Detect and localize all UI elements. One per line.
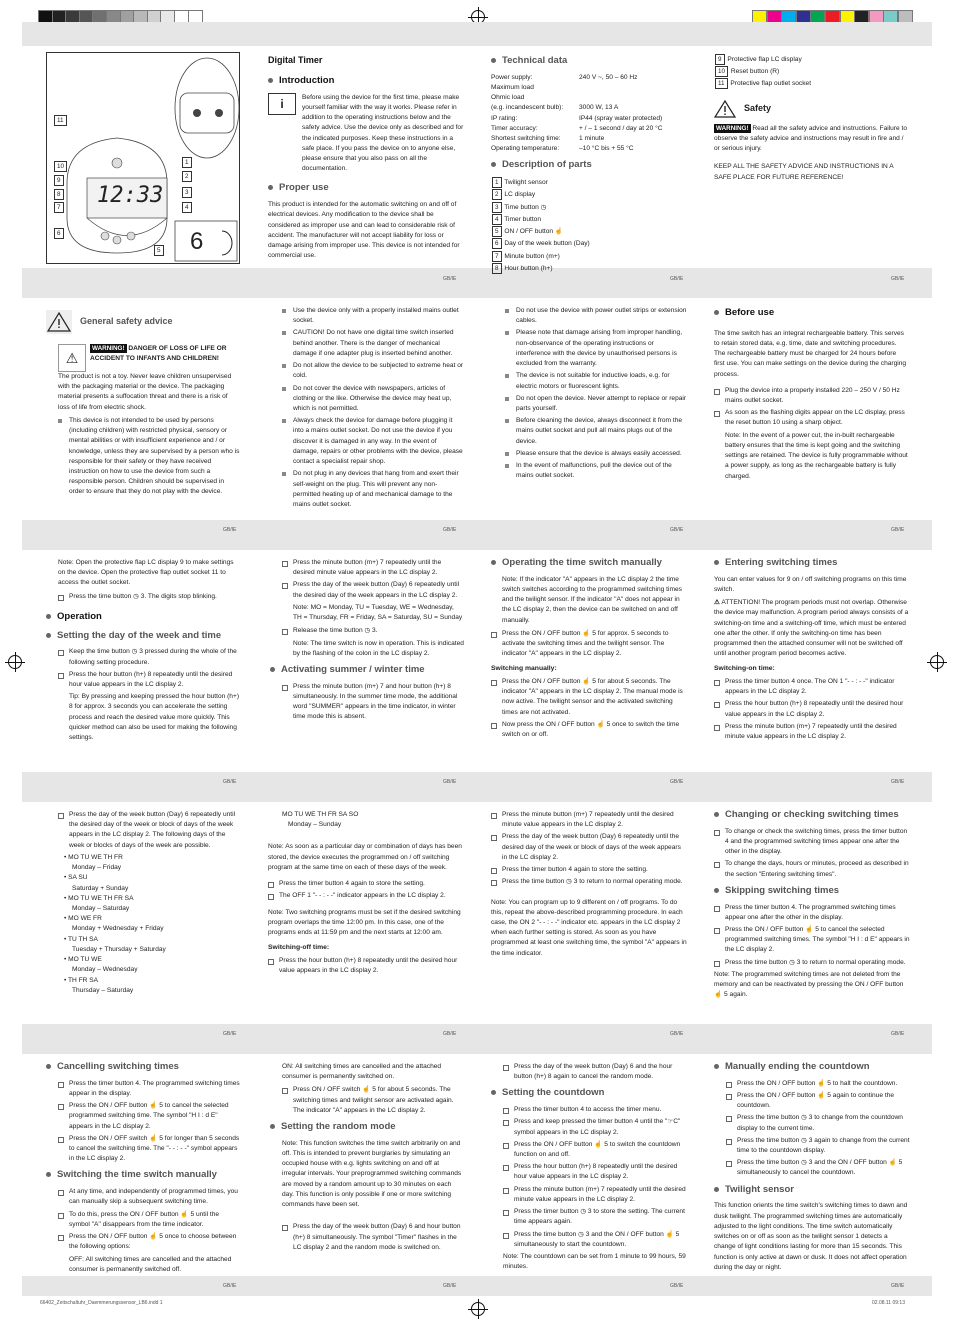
- day-abbr: • SA SU: [64, 874, 88, 882]
- day-meaning: Tuesday + Thursday + Saturday: [72, 945, 166, 953]
- manual-end-list: [714, 1079, 910, 1179]
- callout-label: 1: [182, 157, 192, 168]
- registration-mark-left: [8, 655, 22, 669]
- day-meaning: Saturday + Sunday: [72, 884, 129, 892]
- footer-band-3: [22, 772, 932, 802]
- tech-value: IP44 (spray water protected): [579, 114, 663, 122]
- list-item: Do not cover the device with newspapers, articles of clothing or the like. Otherwise the device may heat up, which is not permitted.: [282, 384, 464, 415]
- list-item: Press the time button ◷ 3 to change from the countdown display to the current time.: [726, 1113, 910, 1133]
- list-item: To do this, press the ON / OFF button ☝ 5 until the symbol "A" disappears from the time indicator.: [58, 1210, 240, 1230]
- row5-col4: [714, 1060, 910, 1276]
- tech-label: Maximum load: [491, 83, 534, 91]
- overlap-note: Note: Two switching programs must be set if the desired switching program overlaps the time 12:00 pm. In this case, one of the programs ends at 11:59 pm and the next starts at 12:00 am.: [268, 908, 461, 936]
- day-block: [64, 955, 240, 975]
- random-heading: Setting the random mode: [270, 1120, 464, 1135]
- part-number: 2: [492, 189, 502, 200]
- callout-label: 9: [54, 175, 64, 186]
- row4-col1: [58, 810, 240, 996]
- gb-label: GB/IE: [891, 1283, 905, 1289]
- gb-label: GB/IE: [670, 276, 684, 282]
- list-item: Press the day of the week button (Day) 6 repeatedly until the desired day of the week appears in the LC display 2.: [282, 580, 464, 600]
- intro-text: Before using the device for the first time, please make yourself familiar with the way it works. Please refer in addition to the operating instructions below and the safety advice. Use the device only as described and for the indicated purposes. Keep these instructions in a safe place. If you pass the device on to anyone else, please ensure that you also pass on all the documentation.: [302, 93, 464, 173]
- twilight-text: This function orients the time switch's switching times to dawn and dusk twilight. The programmed switching times are automatically adjusted to the light conditions. The time switch automatically switches on or off as soon as the twilight sensor 1 detects a change of light conditions lasting for more than 15 seconds. This function is only active at dawn or dusk. It does not affect operation during the day or night.: [714, 1202, 908, 1271]
- row5-col2: [282, 1062, 464, 1255]
- day-abbr: • MO WE FR: [64, 915, 102, 923]
- list-item: Always check the device for damage before plugging it into a mains outlet socket. Do not use the device if you discover it is damaged in any way. In the event of damage, repairs or other problems with the device, please contact a specialist repair shop.: [282, 416, 464, 467]
- callout-label: 5: [154, 245, 164, 256]
- list-item: Press the minute button (m+) 7 repeatedly until the desired minute value appears in the LC display 2.: [714, 722, 910, 742]
- doc-title: Digital Timer: [268, 55, 323, 65]
- tech-label: Ohmic load: [491, 94, 525, 102]
- list-item: Keep the time button ◷ 3 pressed during the whole of the following setting procedure.: [58, 647, 240, 667]
- gb-label: GB/IE: [670, 1031, 684, 1037]
- part-item: [491, 214, 691, 225]
- tech-value: [579, 93, 691, 103]
- footer-band-5: [22, 1276, 932, 1296]
- before-use-note: Note: In the event of a power cut, the in-built rechargeable battery ensures that the time is kept going and the switching settings are retained. The device is fully programmable without a power supply, as long as the rechargeable battery is fully charged.: [725, 431, 908, 480]
- gb-label: GB/IE: [891, 779, 905, 785]
- gb-label: GB/IE: [891, 527, 905, 533]
- day-abbr: • MO TU WE TH FR: [64, 853, 123, 861]
- warning-triangle-icon: [46, 310, 72, 334]
- list-item: Now press the ON / OFF button ☝ 5 once to switch the time switch on or off.: [491, 720, 687, 740]
- day-meaning: Monday – Friday: [72, 864, 122, 872]
- list-item: Press the hour button (h+) 8 repeatedly until the desired hour value appears in the LC display 2.: [268, 956, 464, 976]
- part-item: [491, 238, 691, 249]
- safety-text: WARNING! Read all the safety advice and instructions. Failure to observe the safety advice and instructions may result in fire and / or serious injury.: [714, 124, 908, 153]
- list-item: Do not use the device with power outlet strips or extension cables.: [505, 306, 687, 326]
- gb-label: GB/IE: [891, 1031, 905, 1037]
- warning-badge: WARNING!: [92, 345, 125, 352]
- list-item: Press the time button ◷ 3 and the ON / OFF button ☝ 5 simultaneously to start the countdown.: [503, 1230, 687, 1250]
- part-name: Hour button (h+): [504, 264, 553, 272]
- proper-use-heading: Proper use: [268, 181, 464, 196]
- cancelling-list: [46, 1079, 240, 1165]
- list-item: In the event of malfunctions, pull the device out of the mains outlet socket.: [505, 461, 687, 481]
- list: [491, 810, 687, 888]
- gb-label: GB/IE: [891, 276, 905, 282]
- list-item: Press the ON / OFF button ☝ 5 to halt the countdown.: [726, 1079, 910, 1089]
- day-abbr-note: Note: MO = Monday, TU = Tuesday, WE = Wednesday, TH = Thursday, FR = Friday, SA = Saturday, SU = Sunday: [293, 603, 463, 622]
- changing-list: [714, 827, 910, 880]
- safety-keep: KEEP ALL THE SAFETY ADVICE AND INSTRUCTIONS IN A SAFE PLACE FOR FUTURE REFERENCE!: [714, 163, 894, 181]
- list-item: Release the time button ◷ 3.: [282, 626, 464, 636]
- part-number: 10: [715, 66, 728, 77]
- general-safety-heading: General safety advice: [46, 310, 240, 334]
- day-time-list: [58, 647, 240, 690]
- list: [268, 879, 464, 901]
- row2-col1: [58, 310, 240, 500]
- manual-heading: Switching manually:: [491, 665, 557, 673]
- list-item: Press the time button ◷ 3 to return to normal operating mode.: [491, 877, 687, 887]
- part-name: Twilight sensor: [504, 179, 548, 187]
- operation-note: Note: The time switch is now in operation. This is indicated by the flashing of the colon in the LC display 2.: [293, 639, 464, 657]
- list-item: Press the minute button (m+) 7 repeatedly until the desired minute value appears in the LC display 2.: [503, 1185, 687, 1205]
- footer-band-1: [22, 268, 932, 298]
- row2-col4: [714, 306, 908, 485]
- timer-drawing: [47, 53, 239, 263]
- part-item: [491, 189, 691, 200]
- list-item: Use the device only with a properly installed mains outlet socket.: [282, 306, 464, 326]
- list-item: Press the timer button 4 again to store the setting.: [268, 879, 464, 889]
- tech-value: –10 °C bis + 55 °C: [579, 145, 634, 153]
- part-item: [491, 226, 691, 237]
- tech-heading: Technical data: [491, 54, 691, 69]
- day-block: [64, 894, 240, 914]
- list-item: Press the timer button ◷ 3 to store the setting. The current time appears again.: [503, 1207, 687, 1227]
- summer-heading: Activating summer / winter time: [270, 663, 464, 678]
- gb-label: GB/IE: [223, 527, 237, 533]
- list-item: Please ensure that the device is always easily accessed.: [505, 449, 687, 459]
- callout-label: 11: [54, 115, 67, 126]
- list-item: Please note that damage arising from improper handling, non-observance of the operating instructions or interference with the device by unauthorised persons is excluded from the warranty.: [505, 328, 687, 369]
- row2-col2: [282, 306, 464, 512]
- skipping-note: Note: The programmed switching times are not deleted from the memory and can be reactivated by pressing the ON / OFF button ☝ 5 again.: [714, 970, 904, 999]
- gb-label: GB/IE: [223, 1031, 237, 1037]
- row3-col3: [491, 556, 687, 742]
- list-item: Press the timer button 4. The programmed switching times appear one after the other in the display.: [714, 903, 910, 923]
- part-name: LC display: [504, 191, 536, 199]
- day-block: [64, 935, 240, 955]
- tech-value: 3000 W, 13 A: [579, 104, 619, 112]
- callout-label: 2: [182, 171, 192, 182]
- list-item: Press the timer button 4 to access the timer menu.: [503, 1105, 687, 1115]
- warning-triangle-icon: [714, 100, 736, 118]
- list-item: Press the timer button 4 once. The ON 1 "- - : - -" indicator appears in the LC display 2.: [714, 677, 910, 697]
- footer-date: 02.08.11 09:13: [872, 1300, 905, 1306]
- day-block: [64, 976, 240, 996]
- gb-label: GB/IE: [443, 1283, 457, 1289]
- parts-list: [491, 177, 691, 274]
- parts-list-2: [714, 54, 910, 90]
- part-name: Day of the week button (Day): [504, 240, 590, 248]
- part-number: 6: [492, 238, 502, 249]
- operating-note: Note: If the indicator "A" appears in the LC display 2 the time switch switches according to the programmed switching times and the twilight sensor. If the indicator "A" does not appear in the LC display 2, then the device can be switched on and off manually.: [502, 575, 682, 624]
- day-abbr: • MO TU WE TH FR SA: [64, 894, 134, 902]
- list-item: Press and keep pressed the timer button 4 until the "☞C" symbol appears in the LC display 2.: [503, 1117, 687, 1137]
- footer-band-4: [22, 1024, 932, 1054]
- part-name: Protective flap outlet socket: [730, 80, 812, 88]
- entering-text: You can enter values for 9 on / off switching programs on this time switch.: [714, 575, 907, 593]
- intro-block: [268, 93, 464, 178]
- tech-value: [579, 83, 691, 93]
- intro-heading: Introduction: [268, 74, 464, 89]
- row1-col4: [714, 54, 910, 186]
- day-abbr: • MO TU WE: [64, 956, 102, 964]
- row3-col2: [282, 558, 464, 725]
- tech-label: Timer accuracy:: [491, 124, 538, 132]
- part-number: 9: [715, 54, 725, 65]
- programs-note: Note: You can program up to 9 different on / off programs. To do this, repeat the above-described programming procedure. In each case, the ON 2 "- - : - -" indicator etc. appears in the LC display 2 when each further setting is stored. As soon as you have programmed at least one switching time, the symbol "A" appears in the time indicator.: [491, 898, 687, 957]
- before-use-text: The time switch has an integral rechargeable battery. This serves to retain stored data, e.g. time, date and switching procedures. The rechargeable battery must be charged for 24 hours before first use. You can make settings on the device during the charging process.: [714, 329, 907, 378]
- switching-manual-heading: Switching the time switch manually: [46, 1168, 240, 1183]
- callout-label: 7: [54, 202, 64, 213]
- info-icon: i: [268, 93, 296, 115]
- child-warning-text: The product is not a toy. Never leave children unsupervised with the packaging material or the device. The packaging material presents a suffocation threat and there is a risk of loss of life from electric shock.: [58, 373, 232, 411]
- list-item: Press the time button ◷ 3 again to change from the current time to the countdown display.: [726, 1136, 910, 1156]
- list-item: At any time, and independently of programmed times, you can manually skip a subsequent switching time.: [58, 1187, 240, 1207]
- part-name: ON / OFF button ☝: [504, 228, 564, 236]
- child-warning: ⚠ WARNING! DANGER OF LOSS OF LIFE OR ACCIDENT TO INFANTS AND CHILDREN!: [58, 344, 240, 372]
- list-item: As soon as the flashing digits appear on the LC display, press the reset button 10 using a sharp object.: [714, 408, 908, 428]
- device-illustration: [46, 52, 240, 264]
- gb-label: GB/IE: [223, 779, 237, 785]
- callout-label: 3: [182, 187, 192, 198]
- row4-col2: [268, 810, 464, 978]
- part-number: 11: [715, 78, 728, 89]
- day-blocks-list: [58, 853, 240, 996]
- list-item: Press the day of the week button (Day) 6 and hour button (h+) 8 simultaneously. The symbol "Timer" flashes in the LC display 2 and the random mode is switched on.: [282, 1222, 464, 1253]
- storage-note: Note: As soon as a particular day or combination of days has been stored, the device executes the programmed on / off switching program at the same time on each of these days of the week.: [268, 843, 462, 871]
- part-item: [714, 54, 910, 65]
- part-name: Protective flap LC display: [727, 56, 802, 63]
- countdown-note: Note: The countdown can be set from 1 minute to 99 hours, 59 minutes.: [503, 1253, 686, 1271]
- row1-col2: [268, 54, 464, 264]
- before-use-heading: Before use: [714, 306, 908, 321]
- off-option: OFF: All switching times are cancelled and the attached consumer is permanently switched off.: [69, 1255, 232, 1273]
- row4-col3: [491, 810, 687, 962]
- list-item: To change or check the switching times, press the timer button 4 and the programmed switching times appear one after the other in the display.: [714, 827, 910, 858]
- tech-value: 1 minute: [579, 135, 605, 143]
- gb-label: GB/IE: [670, 527, 684, 533]
- part-item: [491, 177, 691, 188]
- header-band-1: [22, 22, 932, 46]
- part-number: 5: [492, 226, 502, 237]
- list-item: Press the ON / OFF button ☝ 5 to cancel the selected programmed switching time. The symbol "H I : d E" appears in the LC display 2.: [58, 1101, 240, 1132]
- skipping-list: [714, 903, 910, 968]
- gb-label: GB/IE: [223, 1283, 237, 1289]
- day-time-heading: Setting the day of the week and time: [46, 629, 240, 644]
- operation-heading: Operation: [46, 610, 240, 625]
- list-item: CAUTION! Do not have one digital time switch inserted behind another. There is the danger of mechanical damage if one adapter plug is inserted behind another.: [282, 328, 464, 359]
- part-number: 8: [492, 263, 502, 274]
- callout-label: 10: [54, 161, 67, 172]
- list-item: Plug the device into a properly installed 220 – 250 V / 50 Hz mains outlet socket.: [714, 386, 908, 406]
- footer-band-2: [22, 520, 932, 550]
- tech-label: IP rating:: [491, 114, 518, 122]
- list-item: Press the time button ◷ 3 and the ON / OFF button ☝ 5 simultaneously to cancel the countdown.: [726, 1158, 910, 1178]
- part-item: [491, 202, 691, 213]
- list-item: Press the day of the week button (Day) 6 repeatedly until the desired day of the week or block of days of the week appears in the LC display 2. The following days of the week or blocks of days of the week are possible.: [58, 810, 240, 851]
- part-item: [491, 251, 691, 262]
- page-number: 6: [190, 228, 204, 255]
- row3-col4: [714, 556, 910, 744]
- list-item: Press the timer button 4. The programmed switching times appear in the display.: [58, 1079, 240, 1099]
- list-item: Do not open the device. Never attempt to replace or repair parts yourself.: [505, 394, 687, 414]
- part-number: 4: [492, 214, 502, 225]
- countdown-heading: Setting the countdown: [491, 1086, 687, 1101]
- list-item: Press the ON / OFF button ☝ 5 for about 5 seconds. The indicator "A" appears in the LC display 2. The manual mode is now active. The twilight sensor and the activated switching times are not activated.: [491, 677, 687, 718]
- gb-label: GB/IE: [670, 1283, 684, 1289]
- list-item: Before cleaning the device, always disconnect it from the mains outlet socket and pull all mains plugs out of the device.: [505, 416, 687, 447]
- list: [282, 558, 464, 601]
- day-meaning: Monday + Wednesday + Friday: [72, 925, 164, 933]
- callout-label: 4: [182, 202, 192, 213]
- gb-label: GB/IE: [443, 779, 457, 785]
- list-item: Press the minute button (m+) 7 and hour button (h+) 8 simultaneously. In the summer time mode, the additional word "SUMMER" appears in the time indicator, in winter time mode this is absent.: [282, 682, 464, 723]
- tech-value: 240 V ~, 50 – 60 Hz: [579, 73, 638, 81]
- operating-heading: Operating the time switch manually: [491, 556, 687, 571]
- list-item: Press the ON / OFF button ☝ 5 for approx. 5 seconds to activate the switching times and the twilight sensor. The indicator "A" appears in the LC display 2.: [491, 629, 687, 660]
- entering-heading: Entering switching times: [714, 556, 910, 571]
- gb-label: GB/IE: [443, 527, 457, 533]
- cancelling-heading: Cancelling switching times: [46, 1060, 240, 1075]
- part-number: 1: [492, 177, 502, 188]
- day-block: [64, 873, 240, 893]
- part-name: Timer button: [504, 215, 542, 223]
- day-block: [64, 914, 240, 934]
- list-item: The device is not suitable for inductive loads, e.g. for electric motors or fluorescent lights.: [505, 371, 687, 391]
- tech-label: Operating temperature:: [491, 145, 560, 153]
- list-item: Press the ON / OFF button ☝ 5 once to choose between the following options:: [58, 1232, 240, 1252]
- safety-heading: Safety: [714, 100, 910, 118]
- list-item: Press the ON / OFF button ☝ 5 to switch the countdown function on and off.: [503, 1140, 687, 1160]
- list-item: Press the day of the week button (Day) 6 and the hour button (h+) 8 again to cancel the random mode.: [503, 1062, 687, 1082]
- tech-table: [491, 73, 691, 155]
- day-meaning: Thursday – Saturday: [72, 986, 134, 994]
- countdown-list: [491, 1105, 687, 1250]
- child-danger-icon: ⚠: [58, 344, 86, 372]
- flap-note: Note: Open the protective flap LC display 9 to make settings on the device. Open the protective flap outlet socket 11 to access the outlet socket.: [58, 559, 234, 587]
- list-item: Press the ON / OFF button ☝ 5 again to continue the countdown.: [726, 1091, 910, 1111]
- day-abbr: • TH FR SA: [64, 976, 99, 984]
- footer-file: 66402_Zeitschaltuhr_Daemmerungssensor_LB6.indd 1: [40, 1300, 163, 1306]
- list-item: Press the time button ◷ 3 to return to normal operating mode.: [714, 958, 910, 968]
- list-item: Press the minute button (m+) 7 repeatedly until the desired minute value appears in the LC display 2.: [491, 810, 687, 830]
- list-item: Press the timer button 4 again to store the setting.: [491, 865, 687, 875]
- switching-on-list: [714, 677, 910, 742]
- day-abbr: • TU TH SA: [64, 935, 98, 943]
- list-item: Press the hour button (h+) 8 repeatedly until the desired hour value appears in the LC display 2.: [503, 1162, 687, 1182]
- list-item: Press the hour button (h+) 8 repeatedly until the desired hour value appears in the LC display 2.: [58, 670, 240, 690]
- manual-end-heading: Manually ending the countdown: [714, 1060, 910, 1075]
- tech-value: + / – 1 second / day at 20 °C: [579, 124, 663, 132]
- tip-text: Tip: By pressing and keeping pressed the hour button (h+) 8 for approx. 3 seconds you can accelerate the setting process and reach the desired value more quickly. This quicker method can also be used for making the following settings.: [69, 693, 240, 742]
- list-item: Press the hour button (h+) 8 repeatedly until the desired hour value appears in the LC display 2.: [714, 699, 910, 719]
- list-item: Press the day of the week button (Day) 6 repeatedly until the desired day of the week or block of days of the week appears in the LC display 2.: [491, 832, 687, 863]
- warning-badge: WARNING!: [716, 124, 749, 132]
- switching-manual-list: [46, 1187, 240, 1252]
- list-item: Press the ON / OFF button ☝ 5 to cancel the selected programmed switching times. The symbol "H I : d E" appears in the LC display 2.: [714, 925, 910, 956]
- part-item: [714, 66, 910, 77]
- day-block: MO TU WE TH FR SA SO Monday – Sunday: [282, 811, 359, 829]
- row5-col3: [491, 1062, 687, 1275]
- part-name: Time button ◷: [504, 203, 547, 211]
- lcd-time: 12:33: [97, 183, 164, 208]
- list-item: Press the time button ◷ 3. The digits stop blinking.: [58, 592, 240, 602]
- gb-label: GB/IE: [443, 1031, 457, 1037]
- row1-col3: [491, 54, 691, 275]
- tech-label: Shortest switching time:: [491, 135, 561, 143]
- skipping-heading: Skipping switching times: [714, 884, 910, 899]
- row5-col1: [46, 1060, 240, 1278]
- part-number: 3: [492, 202, 502, 213]
- part-item: [491, 263, 691, 274]
- manual-list: [491, 677, 687, 740]
- registration-mark-bottom: [471, 1302, 485, 1316]
- twilight-heading: Twilight sensor: [714, 1183, 910, 1198]
- part-name: Reset button (R): [730, 68, 780, 76]
- day-block: [64, 853, 240, 873]
- tech-label: (e.g. incandescent bulb):: [491, 104, 564, 112]
- row3-col1: [58, 558, 240, 746]
- callout-label: 6: [54, 228, 64, 239]
- day-meaning: Monday – Wednesday: [72, 966, 138, 974]
- list-item: Press the minute button (m+) 7 repeatedly until the desired minute value appears in the LC display 2.: [282, 558, 464, 578]
- parts-heading: Description of parts: [491, 158, 691, 173]
- list-item: Do not plug in any devices that hang from and exert their self-weight on the plug. This will prevent any non-permitted heating up of and mechanical damage to the mains outlet socket.: [282, 469, 464, 510]
- proper-use-text: This product is intended for the automatic switching on and off of electrical devices. Any modification to the device shall be considered as improper use and can lead to considerable risk of accident. The manufacturer will not accept liability for loss or damage arising from improper use. This device is not intended for commercial use.: [268, 201, 460, 260]
- callout-label: 8: [54, 189, 64, 200]
- day-meaning: Monday – Saturday: [72, 904, 130, 912]
- registration-mark-right: [930, 655, 944, 669]
- entering-attention: ⚠ ATTENTION! The program periods must not overlap. Otherwise the device may malfunction. A program period always consists of a switching-on time and a switching-off time, which must be entered one after the other. If only the switching-on time has been programmed then the attached consumer will not be switched off until another program period becomes active.: [714, 599, 909, 658]
- list-item: Press the ON / OFF switch ☝ 5 for longer than 5 seconds to cancel the switching time. The "- - : - -" symbol appears in the LC display 2.: [58, 1134, 240, 1165]
- changing-heading: Changing or checking switching times: [714, 808, 910, 823]
- row4-col4: [714, 808, 910, 1004]
- tech-label: Power supply:: [491, 73, 533, 81]
- part-number: 7: [492, 251, 502, 262]
- random-note: Note: This function switches the time switch arbitrarily on and off. This is intended to prevent burglaries by simulating an occupied house with e.g. lights switching on and off at irregular intervals. Your preprogrammed switching commands are moved by a random amount up to 30 minutes on each day. This function is only possible if one or more switching commands have been set.: [282, 1139, 462, 1209]
- list-item: This device is not intended to be used by persons (including children) with restricted physical, sensory or mental abilities or with insufficient experience and / or knowledge, unless they are supervised by a person who is responsible for their safety or they have received instruction on how to use the device from such a responsible person. Children should be supervised in order to ensure that they do not play with the device.: [58, 416, 240, 498]
- list-item: Press ON / OFF switch ☝ 5 for about 5 seconds. The switching times and twilight sensor are activated again. The indicator "A" appears in the LC display 2.: [282, 1085, 464, 1116]
- on-option: ON: All switching times are cancelled and the attached consumer is permanently switched on.: [282, 1063, 442, 1081]
- switching-off-heading: Switching-off time:: [268, 944, 330, 952]
- row2-col3: [505, 306, 687, 484]
- list-item: To change the days, hours or minutes, proceed as described in the section "Entering switching times".: [714, 859, 910, 879]
- gb-label: GB/IE: [443, 276, 457, 282]
- part-item: [714, 78, 910, 89]
- switching-on-heading: Switching-on time:: [714, 665, 775, 673]
- list-item: The OFF 1 "- - : - -" indicator appears in the LC display 2.: [268, 891, 464, 901]
- list-item: Do not allow the device to be subjected to extreme heat or cold.: [282, 361, 464, 381]
- part-name: Minute button (m+): [504, 252, 560, 260]
- before-use-list: [714, 386, 908, 429]
- gb-label: GB/IE: [670, 779, 684, 785]
